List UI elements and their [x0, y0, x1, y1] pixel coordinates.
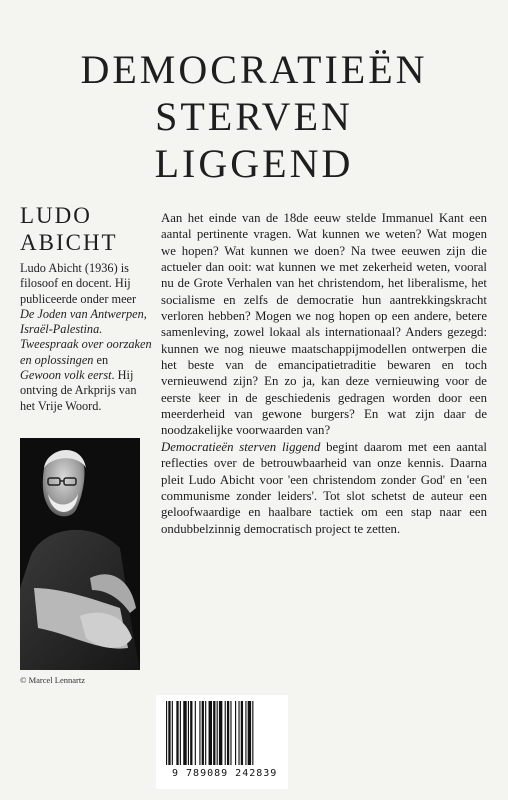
photo-credit: © Marcel Lennartz: [20, 675, 85, 685]
bio-text-2: . Hij ontving de Arkprijs van het Vrije Woord.: [20, 368, 137, 413]
blurb-book-title: Democratieën sterven liggend: [161, 439, 321, 454]
blurb-paragraph-2: [161, 439, 487, 537]
book-title: [0, 46, 508, 187]
title-line-2: STERVEN: [155, 94, 353, 139]
bio-book-2: Israël-Palestina. Tweespraak over oorzaken en oplossingen: [20, 322, 152, 367]
bio-sep-1: ,: [143, 306, 147, 321]
author-bio: [20, 261, 152, 414]
barcode: [156, 695, 288, 789]
author-photo: [20, 438, 140, 670]
isbn-number: 9 789089 242839: [172, 768, 278, 779]
blurb-paragraph-1: Aan het einde van de 18de eeuw stelde Immanuel Kant een aantal pertinente vragen. Wat kunnen we weten? Wat mogen we hopen? Wat kunnen we doen? Na twee eeuwen zijn die actueler dan ooit: wat kunnen we met zekerheid weten, vooral nu de Grote Verhalen van het christendom, het liberalisme, het socialisme en zelfs de democratie hun aantrekkingskracht verloren hebben? Mogen we nog hopen op een andere, betere samenleving, zowel lokaal als internationaal? Anders gezegd: kunnen we nog nieuwe maatschappijmodellen ontwerpen die het beste van de emancipatietraditie bewaren en toch vernieuwend zijn? En zo ja, kan deze vernieuwing voor de eerste keer in de geschiedenis gedragen worden door een meerderheid van gewone burgers? En wat zijn daar de noodzakelijke voorwaarden van?: [161, 211, 487, 438]
title-line-3: LIGGEND: [154, 141, 354, 186]
title-line-1: DEMOCRATIEËN: [80, 47, 428, 92]
bio-book-3: Gewoon volk eerst: [20, 368, 112, 383]
author-portrait-image: [20, 438, 140, 670]
barcode-bars: [162, 701, 282, 765]
bio-book-1: De Joden van Antwerpen: [20, 306, 144, 321]
back-cover-blurb: [161, 210, 487, 537]
author-first-name: LUDO: [20, 203, 92, 228]
author-name: [20, 202, 118, 256]
bio-text-1: Ludo Abicht (1936) is filosoof en docent. Hij publiceerde onder meer: [20, 261, 137, 306]
blurb-paragraph-2-text: begint daarom met een aantal reflecties over de betrouwbaarheid van onze kennis. Daarna pleit Ludo Abicht voor 'een christendom zonder God' en 'een communisme zonder leiders'. Tot slot schetst de auteur een geloofwaardige en haalbare tactiek om een stap naar een ondubbelzinnig democratisch project te zetten.: [161, 439, 487, 536]
author-last-name: ABICHT: [20, 230, 118, 255]
bio-sep-2: en: [93, 352, 109, 367]
